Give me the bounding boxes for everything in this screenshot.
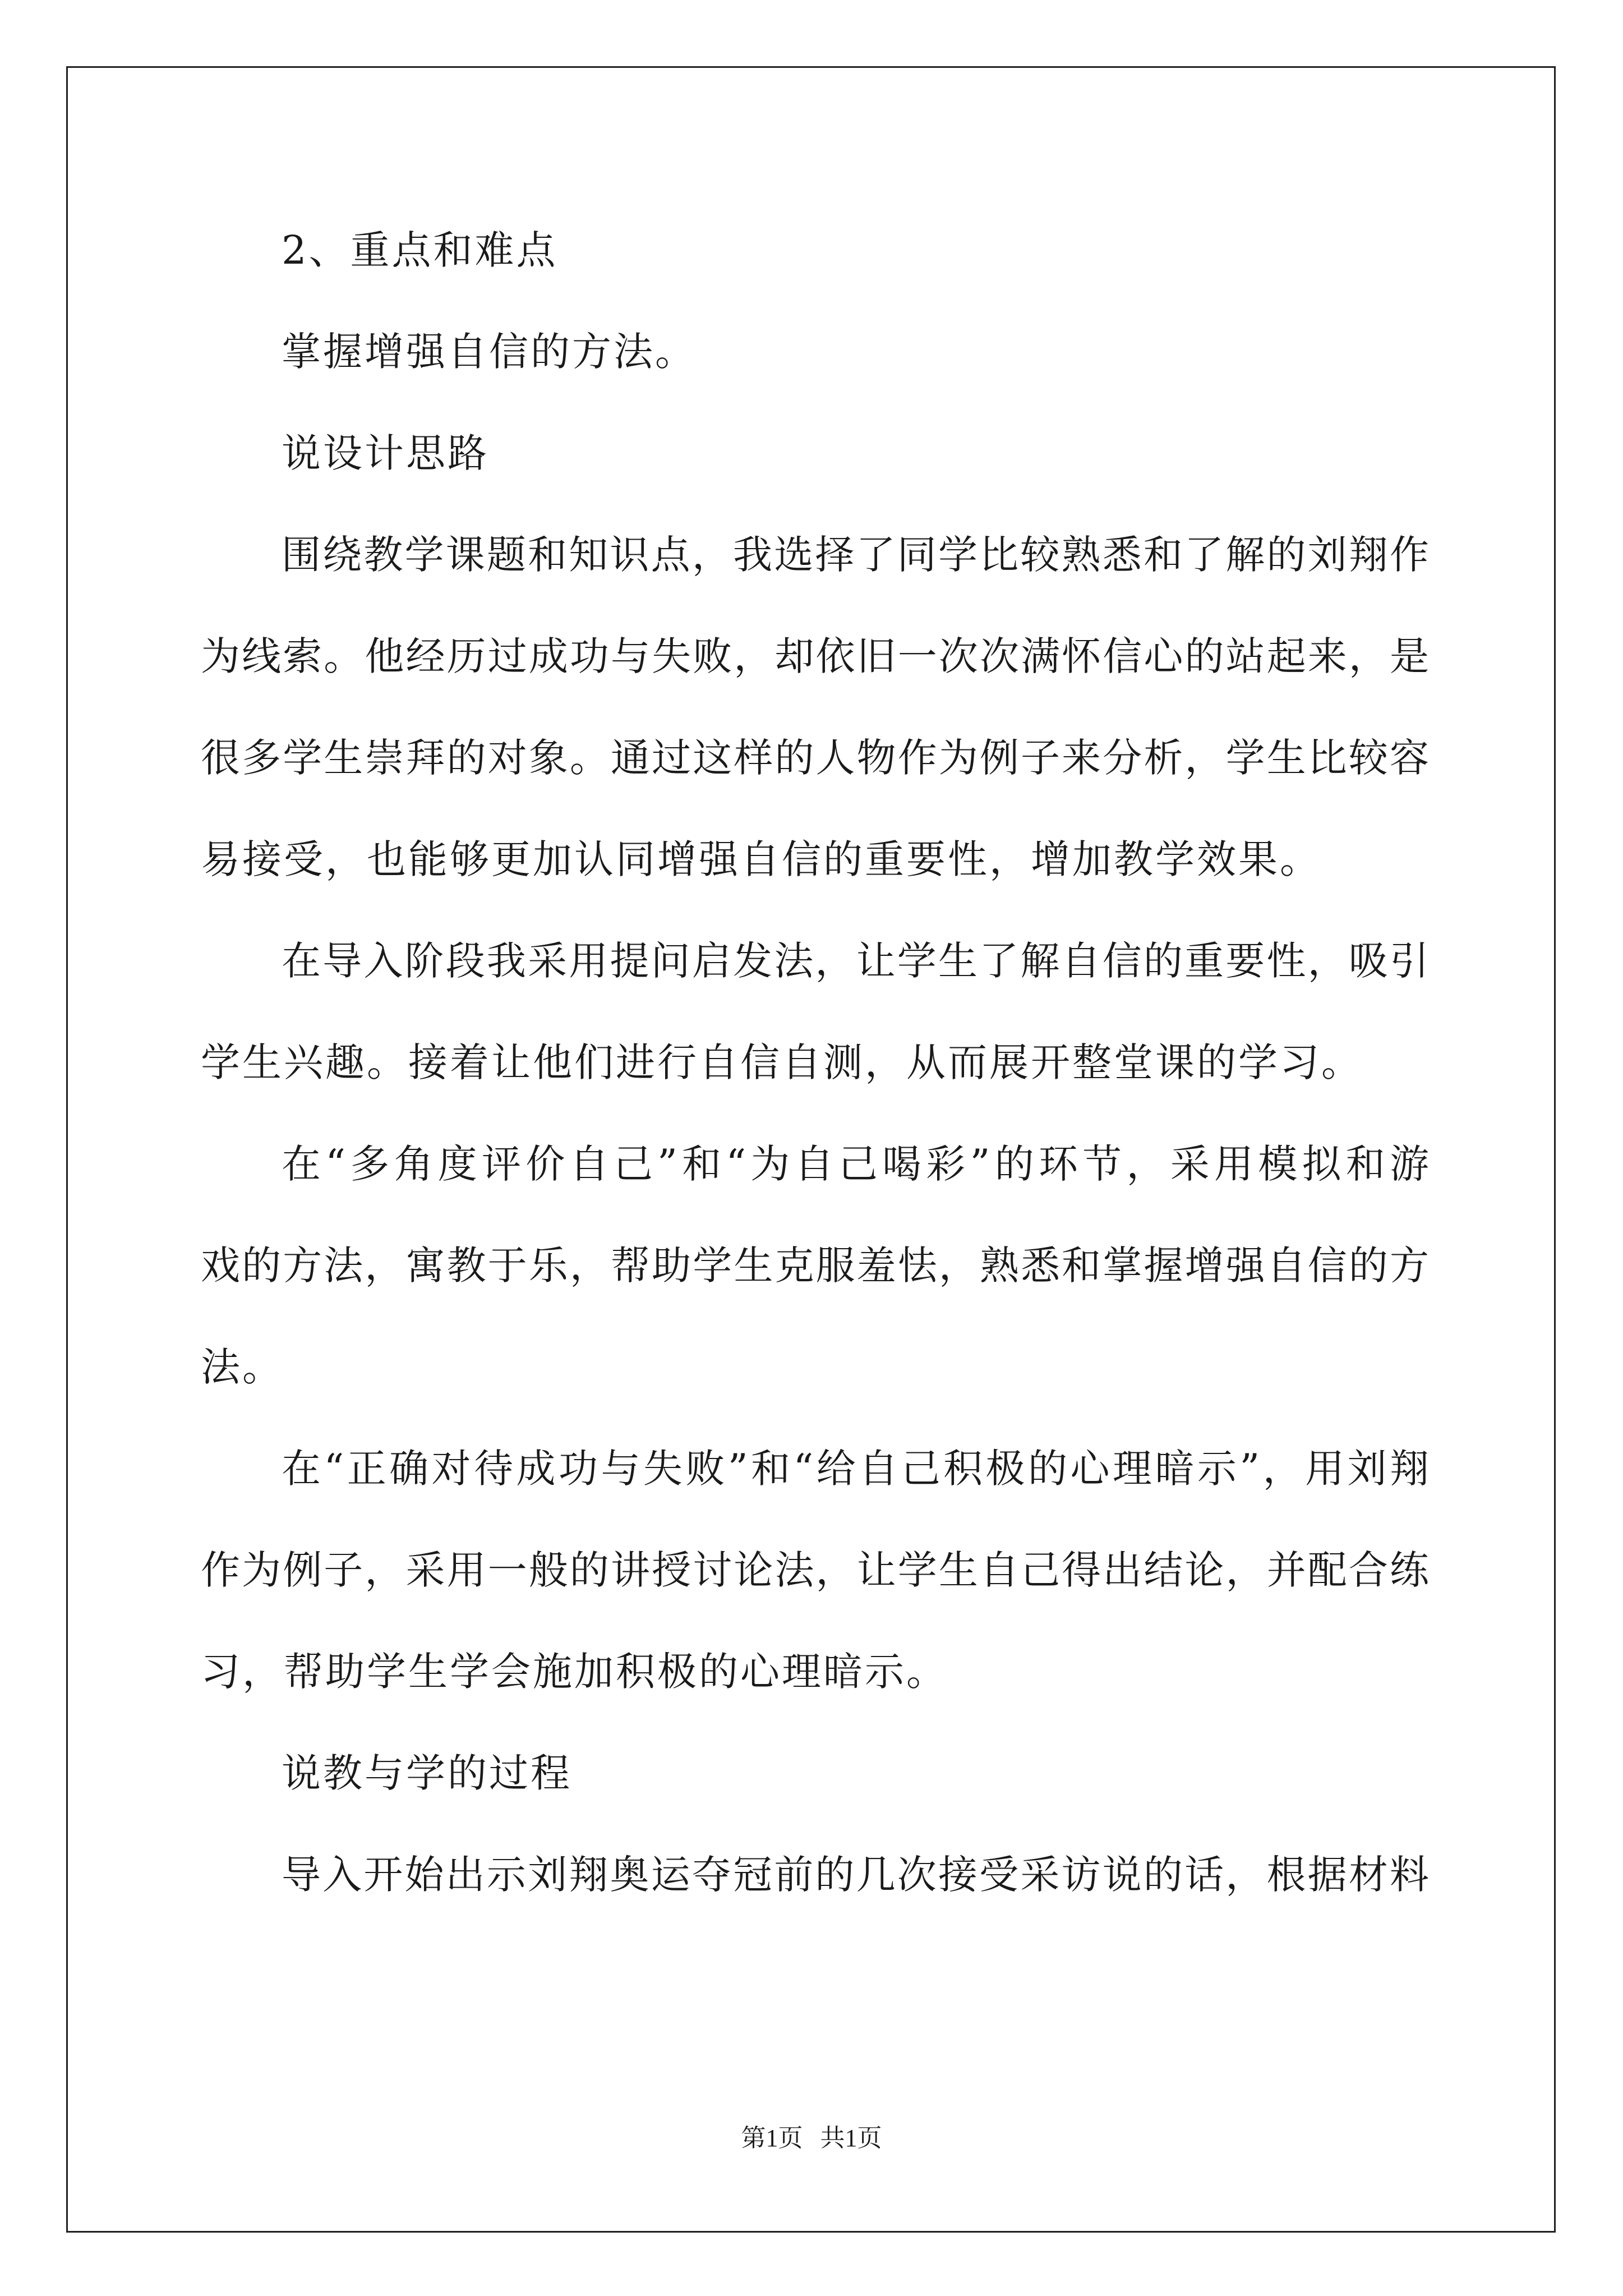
paragraph-line: 作为例子，采用一般的讲授讨论法，让学生自己得出结论，并配合练 <box>201 1547 1429 1593</box>
section-heading: 2、重点和难点 <box>282 227 558 273</box>
paragraph-line: 围绕教学课题和知识点，我选择了同学比较熟悉和了解的刘翔作 <box>282 532 1429 578</box>
section-heading: 说教与学的过程 <box>282 1750 572 1796</box>
paragraph-line: 法。 <box>201 1344 284 1390</box>
paragraph-line: 易接受，也能够更加认同增强自信的重要性，增加教学效果。 <box>201 836 1321 882</box>
page-total: 共1页 <box>820 2124 882 2152</box>
paragraph-line: 戏的方法，寓教于乐，帮助学生克服羞怯，熟悉和掌握增强自信的方 <box>201 1243 1429 1289</box>
paragraph-line: 很多学生崇拜的对象。通过这样的人物作为例子来分析，学生比较容 <box>201 735 1429 781</box>
section-heading: 说设计思路 <box>282 430 489 476</box>
paragraph-line: 学生兴趣。接着让他们进行自信自测，从而展开整堂课的学习。 <box>201 1039 1363 1085</box>
paragraph-line: 在“正确对待成功与失败”和“给自己积极的心理暗示”，用刘翔 <box>282 1446 1429 1492</box>
page-footer <box>0 2122 1623 2155</box>
paragraph-line: 掌握增强自信的方法。 <box>282 329 697 375</box>
paragraph-line: 习，帮助学生学会施加积极的心理暗示。 <box>201 1649 948 1695</box>
page-number: 第1页 <box>741 2124 803 2152</box>
paragraph-line: 导入开始出示刘翔奥运夺冠前的几次接受采访说的话，根据材料 <box>282 1852 1429 1898</box>
paragraph-line: 为线索。他经历过成功与失败，却依旧一次次满怀信心的站起来，是 <box>201 633 1429 679</box>
paragraph-line: 在导入阶段我采用提问启发法，让学生了解自信的重要性，吸引 <box>282 938 1429 984</box>
paragraph-line: 在“多角度评价自己”和“为自己喝彩”的环节，采用模拟和游 <box>282 1141 1429 1187</box>
